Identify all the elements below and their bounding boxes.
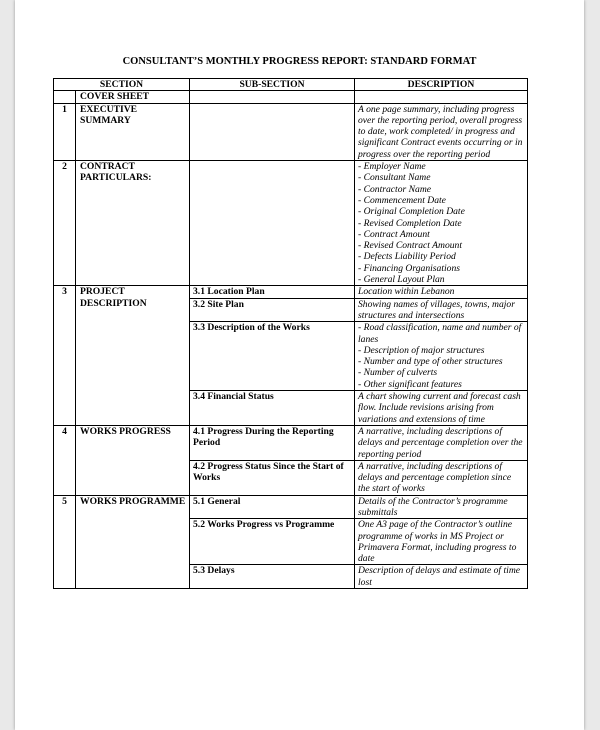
row-number: 4 [54, 425, 76, 495]
description: One A3 page of the Contractor’s outline programme of works in MS Project or Primavera Format, including progress to date [355, 519, 528, 565]
sub-section: 5.3 Delays [190, 565, 355, 589]
sub-section: 3.1 Location Plan [190, 286, 355, 298]
header-subsection: SUB-SECTION [190, 79, 355, 91]
description: A chart showing current and forecast cash flow. Include revisions arising from variations and extensions of time [355, 391, 528, 426]
sub-section: 3.4 Financial Status [190, 391, 355, 426]
list-item: - Commencement Date [358, 194, 446, 206]
section-name: EXECUTIVE SUMMARY [76, 103, 190, 160]
list-item: - Financing Organisations [358, 262, 460, 274]
sub-section [190, 103, 355, 160]
table-header-row [54, 79, 528, 91]
description: Location within Lebanon [355, 286, 528, 298]
description-list [355, 322, 528, 391]
row-number: 2 [54, 161, 76, 286]
list-item: - Other significant features [358, 378, 462, 390]
description: Description of delays and estimate of time lost [355, 565, 528, 589]
list-item: - Original Completion Date [358, 206, 465, 218]
list-item: - Employer Name [358, 161, 426, 173]
list-item: - Consultant Name [358, 172, 431, 184]
section-name: WORKS PROGRAMME [76, 495, 190, 588]
row-number: 1 [54, 103, 76, 160]
list-item: - Number and type of other structures [358, 356, 503, 368]
table-row [54, 161, 528, 286]
list-item: - Revised Completion Date [358, 217, 462, 229]
section-name: CONTRACT PARTICULARS: [76, 161, 190, 286]
table-row [54, 495, 528, 519]
sub-section: 4.1 Progress During the Reporting Period [190, 425, 355, 460]
row-number: 5 [54, 495, 76, 588]
cover-sheet: COVER SHEET [76, 91, 190, 103]
row-number: 3 [54, 286, 76, 426]
section-name: PROJECT DESCRIPTION [76, 286, 190, 426]
section-name: WORKS PROGRESS [76, 425, 190, 495]
table-row [54, 425, 528, 460]
description-list [355, 161, 528, 286]
sub-section: 3.2 Site Plan [190, 298, 355, 322]
sub-section: 4.2 Progress Status Since the Start of Works [190, 460, 355, 495]
description: A narrative, including descriptions of delays and percentage completion since the start of works [355, 460, 528, 495]
report-title: CONSULTANT’S MONTHLY PROGRESS REPORT: STANDARD FORMAT [122, 56, 477, 67]
list-item: - General Layout Plan [358, 274, 445, 286]
list-item: - Defects Liability Period [358, 251, 456, 263]
list-item: - Contract Amount [358, 228, 430, 240]
description: Showing names of villages, towns, major structures and intersections [355, 298, 528, 322]
report-table [53, 78, 528, 589]
list-item: - Description of major structures [358, 344, 485, 356]
description: A narrative, including descriptions of delays and percentage completion over the reporting period [355, 425, 528, 460]
document-page [15, 0, 584, 730]
sub-section: 3.3 Description of the Works [190, 322, 355, 391]
description: Details of the Contractor’s programme submittals [355, 495, 528, 519]
list-item: - Road classification, name and number of lanes [358, 322, 522, 345]
list-item: - Revised Contract Amount [358, 240, 463, 252]
description: A one page summary, including progress over the reporting period, overall progress to date, work completed/ in progress and significant Contract events occurring or in progress over the reporting period [355, 103, 528, 160]
table-row [54, 103, 528, 160]
table-row [54, 91, 528, 103]
table-row [54, 286, 528, 298]
sub-section: 5.1 General [190, 495, 355, 519]
list-item: - Contractor Name [358, 183, 432, 195]
header-description: DESCRIPTION [355, 79, 528, 91]
sub-section: 5.2 Works Progress vs Programme [190, 519, 355, 565]
sub-section [190, 161, 355, 286]
header-section: SECTION [54, 79, 190, 91]
list-item: - Number of culverts [358, 367, 438, 379]
